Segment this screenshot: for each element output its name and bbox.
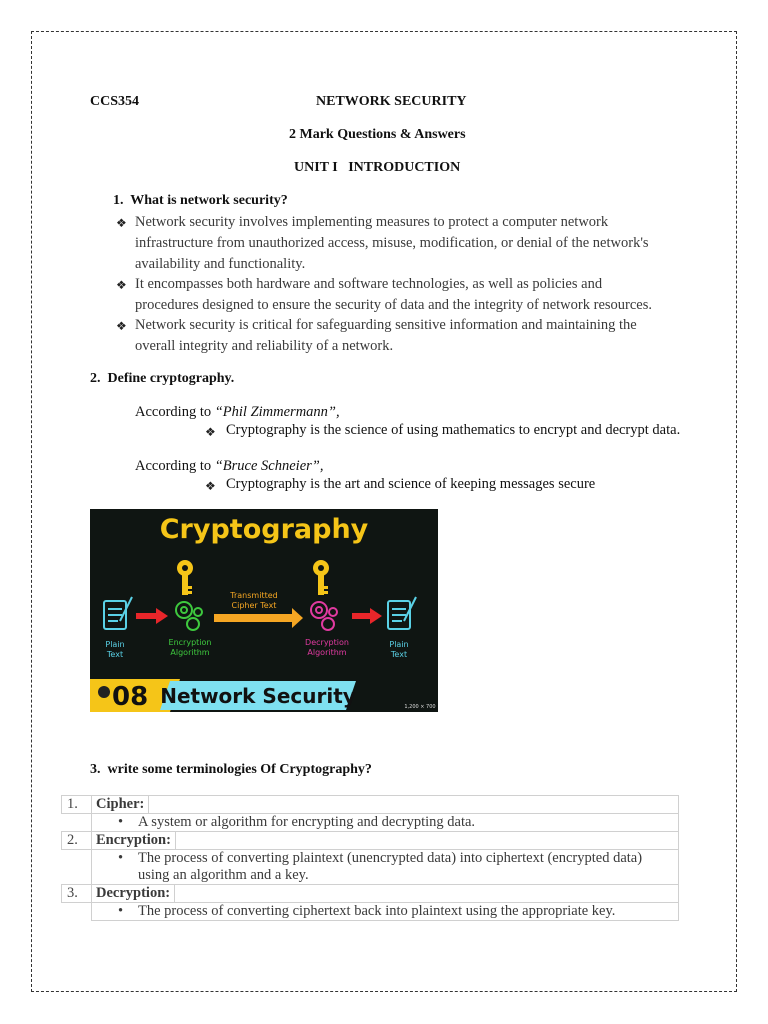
diamond-bullet-icon: ❖ bbox=[205, 479, 216, 493]
bullet-dot-icon: • bbox=[118, 850, 124, 866]
diamond-bullet-icon: ❖ bbox=[205, 425, 216, 439]
according-line-1 bbox=[135, 404, 340, 421]
author-phil-zimmermann: “Phil Zimmermann”, bbox=[214, 404, 340, 420]
play-icon bbox=[98, 686, 110, 698]
term-label: Decryption: bbox=[92, 885, 175, 902]
image-title: Cryptography bbox=[159, 514, 369, 545]
term-label: Cipher: bbox=[92, 796, 149, 813]
diamond-bullet-icon: ❖ bbox=[116, 278, 127, 292]
table-row bbox=[62, 814, 679, 832]
table-row bbox=[62, 885, 679, 903]
cryptography-diagram-image bbox=[90, 509, 438, 712]
q1-bullet-2-line-2: procedures designed to ensure the security of data and the integrity of network resources. bbox=[135, 297, 652, 313]
term-cell bbox=[92, 832, 679, 850]
q1-bullet-2-line-1: It encompasses both hardware and software technologies, as well as policies and bbox=[135, 276, 603, 292]
episode-number: 08 bbox=[112, 682, 149, 712]
q1-bullet-1-line-3: availability and functionality. bbox=[135, 256, 306, 272]
transmitted-label: Transmitted Cipher Text bbox=[230, 591, 278, 610]
course-title: NETWORK SECURITY bbox=[316, 94, 467, 109]
decryption-label: Decryption Algorithm bbox=[305, 638, 349, 657]
term-description bbox=[92, 850, 679, 885]
diamond-bullet-icon: ❖ bbox=[116, 216, 127, 230]
term-description bbox=[92, 814, 679, 832]
q1-bullet-3-line-2: overall integrity and reliability of a network. bbox=[135, 338, 394, 354]
subtitle: 2 Mark Questions & Answers bbox=[289, 127, 466, 142]
description-line: The process of converting ciphertext back into plaintext using the appropriate key. bbox=[138, 903, 616, 919]
author-bruce-schneier: “Bruce Schneier”, bbox=[214, 458, 324, 474]
bullet-dot-icon: • bbox=[118, 903, 124, 919]
unit-title: UNIT I INTRODUCTION bbox=[294, 160, 461, 175]
description-line: A system or algorithm for encrypting and decrypting data. bbox=[138, 814, 476, 830]
description-line: using an algorithm and a key. bbox=[138, 867, 309, 883]
term-description bbox=[92, 903, 679, 921]
question-1-heading: 1. What is network security? bbox=[113, 193, 288, 208]
definition-1: Cryptography is the science of using mathematics to encrypt and decrypt data. bbox=[226, 422, 681, 438]
table-row bbox=[62, 850, 679, 885]
image-size-label: 1,200 × 700 bbox=[404, 704, 436, 710]
banner-text: Network Security bbox=[160, 684, 356, 708]
term-cell bbox=[92, 796, 679, 814]
encryption-label: Encryption Algorithm bbox=[168, 638, 212, 657]
diamond-bullet-icon: ❖ bbox=[116, 319, 127, 333]
description-line: The process of converting plaintext (unencrypted data) into ciphertext (encrypted data) bbox=[138, 850, 643, 866]
according-line-2 bbox=[135, 458, 323, 475]
plain-text-label-right: Plain Text bbox=[389, 640, 409, 659]
plain-text-label-left: Plain Text bbox=[105, 640, 125, 659]
definition-2: Cryptography is the art and science of keeping messages secure bbox=[226, 476, 596, 492]
course-code: CCS354 bbox=[90, 94, 140, 109]
according-prefix: According to bbox=[135, 404, 215, 420]
terminology-table bbox=[61, 795, 679, 921]
row-number: 2. bbox=[62, 832, 92, 850]
bullet-dot-icon: • bbox=[118, 814, 124, 830]
table-row bbox=[62, 796, 679, 814]
term-label: Encryption: bbox=[92, 832, 176, 849]
according-prefix: According to bbox=[135, 458, 215, 474]
q1-bullet-1-line-1: Network security involves implementing measures to protect a computer network bbox=[135, 214, 609, 230]
table-row bbox=[62, 832, 679, 850]
q1-bullet-3-line-1: Network security is critical for safeguarding sensitive information and maintaining the bbox=[135, 317, 637, 333]
question-2-heading: 2. Define cryptography. bbox=[90, 371, 235, 386]
question-3-heading: 3. write some terminologies Of Cryptography? bbox=[90, 762, 372, 777]
row-number: 3. bbox=[62, 885, 92, 903]
row-number: 1. bbox=[62, 796, 92, 814]
term-cell bbox=[92, 885, 679, 903]
table-row bbox=[62, 903, 679, 921]
q1-bullet-1-line-2: infrastructure from unauthorized access, misuse, modification, or denial of the network's bbox=[135, 235, 649, 251]
